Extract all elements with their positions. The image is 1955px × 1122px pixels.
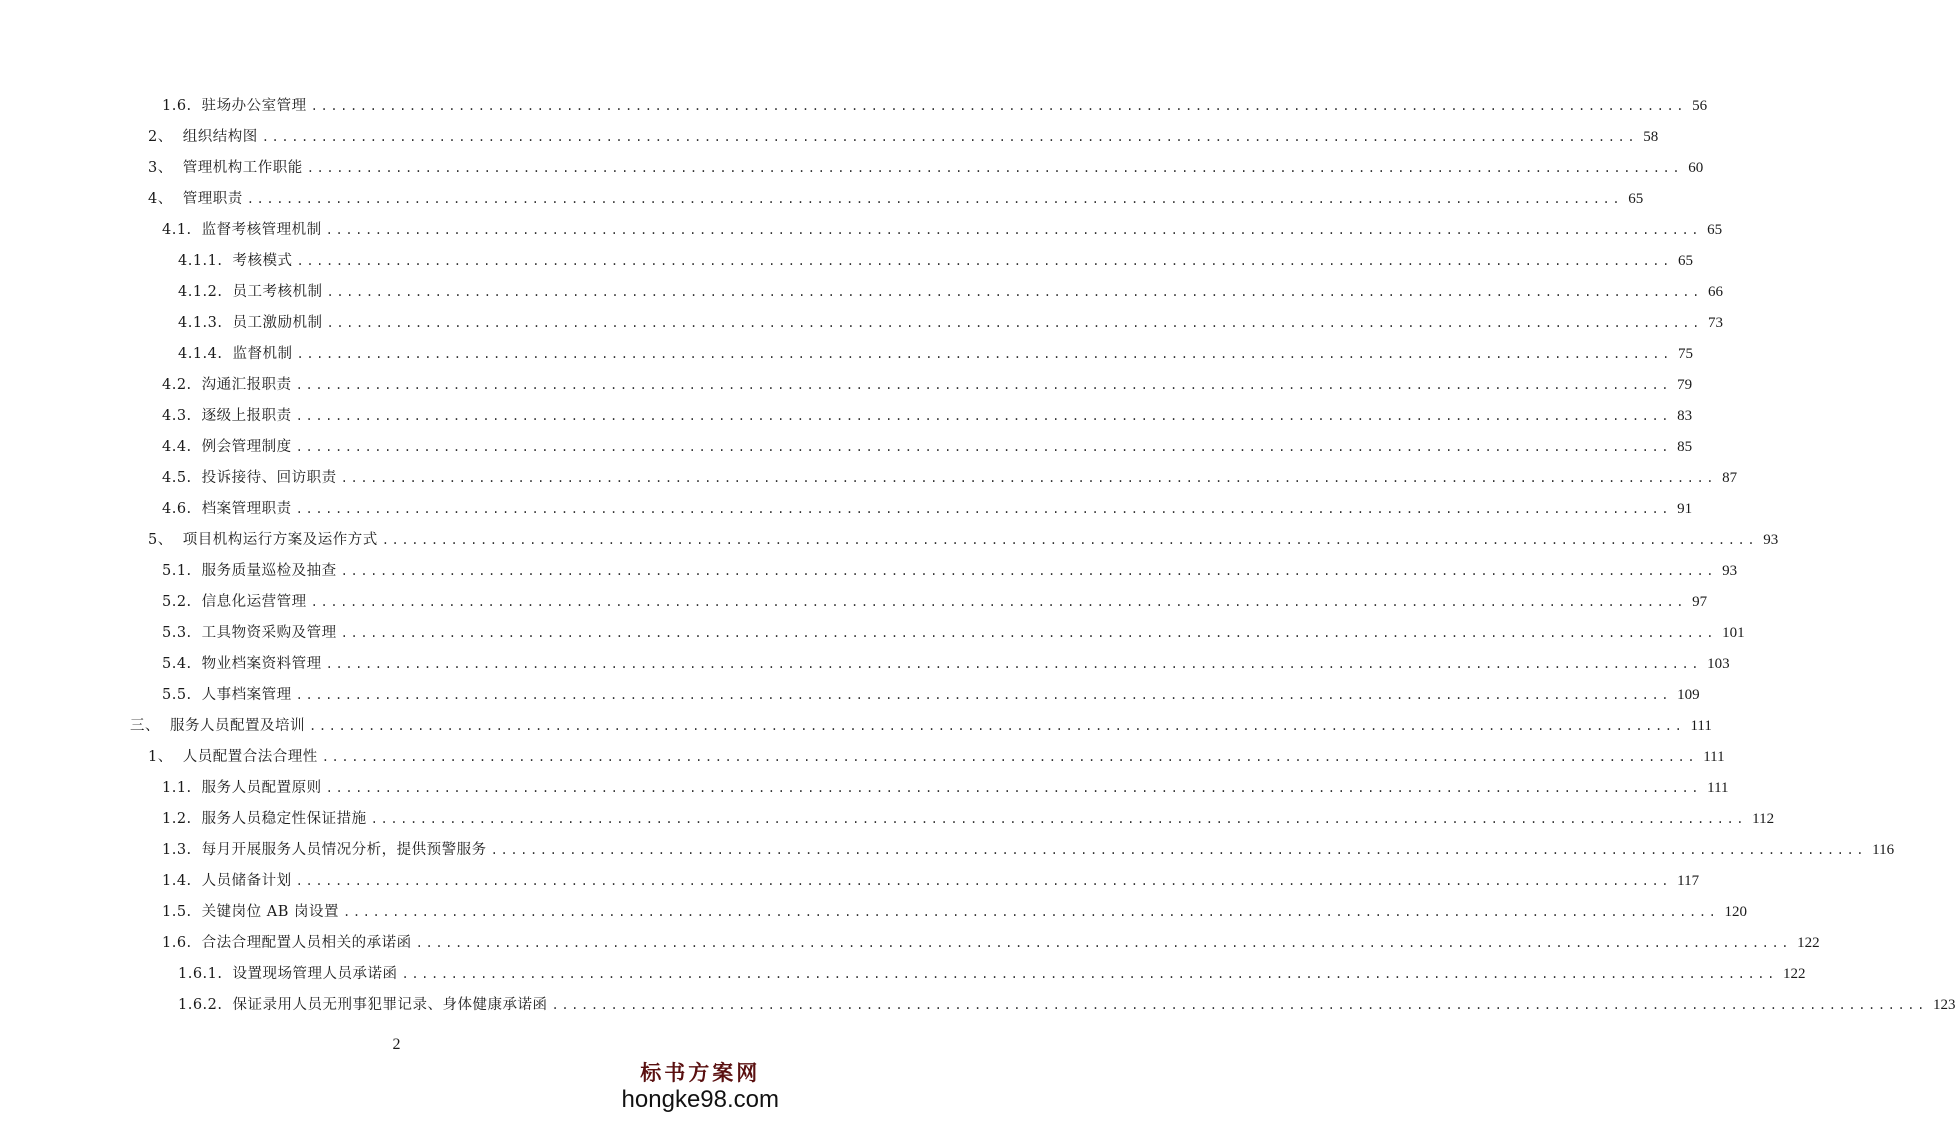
dot-leader: ............................................................................................................................................	[326, 285, 1702, 299]
toc-entry[interactable]	[148, 127, 1659, 147]
dot-leader: ............................................................................................................................................	[415, 936, 1792, 950]
dot-leader: ............................................................................................................................................	[551, 998, 1927, 1012]
toc-entry-number: 4.1.	[162, 222, 192, 238]
toc-entry-number: 4.1.1.	[178, 253, 223, 269]
dot-leader: ............................................................................................................................................	[325, 781, 1702, 795]
toc-entry[interactable]	[162, 871, 1700, 891]
dot-leader: ............................................................................................................................................	[401, 967, 1777, 981]
toc-entry-title: 项目机构运行方案及运作方式	[182, 532, 378, 548]
toc-entry[interactable]	[178, 313, 1723, 333]
toc-entry[interactable]	[148, 189, 1644, 209]
dot-leader: ............................................................................................................................................	[261, 130, 1638, 144]
toc-entry-page: 83	[1677, 408, 1693, 424]
toc-entry-number: 三、	[130, 718, 160, 734]
toc-entry[interactable]	[162, 375, 1693, 395]
dot-leader: ............................................................................................................................................	[295, 502, 1672, 516]
dot-leader: ............................................................................................................................................	[343, 905, 1719, 919]
dot-leader: ............................................................................................................................................	[295, 688, 1672, 702]
toc-entry[interactable]	[162, 499, 1693, 519]
toc-entry[interactable]	[178, 995, 1955, 1015]
dot-leader: ............................................................................................................................................	[295, 874, 1672, 888]
toc-entry-number: 1.1.	[162, 780, 192, 796]
toc-entry-page: 65	[1677, 253, 1693, 269]
toc-entry[interactable]	[162, 592, 1708, 612]
toc-entry-page: 101	[1722, 625, 1745, 641]
toc-entry[interactable]	[162, 902, 1747, 922]
dot-leader: ............................................................................................................................................	[326, 316, 1702, 330]
toc-entry-page: 120	[1724, 904, 1747, 920]
dot-leader: ............................................................................................................................................	[321, 750, 1698, 764]
toc-entry-page: 58	[1643, 129, 1659, 145]
toc-entry[interactable]	[162, 654, 1730, 674]
dot-leader: ............................................................................................................................................	[325, 657, 1702, 671]
toc-entry-page: 65	[1628, 191, 1644, 207]
toc-entry-number: 1、	[148, 749, 173, 765]
toc-entry[interactable]	[178, 282, 1723, 302]
toc-entry-title: 员工激励机制	[232, 315, 323, 331]
toc-entry-title: 人员储备计划	[201, 873, 292, 889]
dot-leader: ............................................................................................................................................	[295, 409, 1672, 423]
toc-entry-title: 监督机制	[232, 346, 293, 362]
toc-entry-title: 考核模式	[232, 253, 293, 269]
toc-entry-title: 设置现场管理人员承诺函	[232, 966, 398, 982]
dot-leader: ............................................................................................................................................	[296, 347, 1672, 361]
toc-entry[interactable]	[130, 716, 1712, 736]
toc-entry-title: 例会管理制度	[201, 439, 292, 455]
toc-entry-title: 管理职责	[182, 191, 243, 207]
toc-entry-page: 87	[1722, 470, 1738, 486]
toc-entry-page: 111	[1707, 780, 1729, 796]
toc-entry-page: 111	[1703, 749, 1725, 765]
toc-entry-page: 116	[1872, 842, 1895, 858]
toc-entry-page: 85	[1677, 439, 1693, 455]
toc-entry-page: 103	[1707, 656, 1730, 672]
dot-leader: ............................................................................................................................................	[340, 471, 1717, 485]
watermark-url-text: hongke98.com	[621, 1086, 779, 1113]
toc-entry-page: 93	[1763, 532, 1779, 548]
dot-leader: ............................................................................................................................................	[309, 719, 1685, 733]
toc-entry-page: 123	[1932, 997, 1955, 1013]
toc-entry-page: 112	[1752, 811, 1775, 827]
toc-entry-number: 4.3.	[162, 408, 192, 424]
watermark-logo	[622, 1060, 779, 1114]
watermark-chinese-text: 标书方案网	[640, 1060, 761, 1085]
toc-entry-title: 服务人员配置及培训	[170, 718, 305, 734]
toc-entry-number: 4.5.	[162, 470, 192, 486]
toc-entry[interactable]	[162, 623, 1745, 643]
dot-leader: ............................................................................................................................................	[370, 812, 1747, 826]
toc-entry-title: 管理机构工作职能	[182, 160, 303, 176]
toc-entry-title: 关键岗位 AB 岗设置	[201, 904, 340, 920]
toc-entry-number: 4.6.	[162, 501, 192, 517]
toc-entry-page: 75	[1677, 346, 1693, 362]
dot-leader: ............................................................................................................................................	[310, 595, 1687, 609]
toc-entry-number: 2、	[148, 129, 173, 145]
toc-entry-page: 117	[1677, 873, 1700, 889]
toc-entry-title: 组织结构图	[182, 129, 258, 145]
toc-entry-number: 4、	[148, 191, 173, 207]
toc-entry[interactable]	[148, 530, 1779, 550]
dot-leader: ............................................................................................................................................	[310, 99, 1687, 113]
toc-entry-number: 5.3.	[162, 625, 192, 641]
dot-leader: ............................................................................................................................................	[340, 626, 1717, 640]
toc-entry-page: 109	[1677, 687, 1700, 703]
toc-entry-title: 信息化运营管理	[201, 594, 307, 610]
toc-entry-title: 员工考核机制	[232, 284, 323, 300]
toc-entry-page: 60	[1688, 160, 1704, 176]
dot-leader: ............................................................................................................................................	[296, 254, 1672, 268]
toc-entry-title: 工具物资采购及管理	[201, 625, 337, 641]
toc-entry-page: 66	[1707, 284, 1723, 300]
toc-entry[interactable]	[148, 158, 1704, 178]
toc-entry-page: 91	[1677, 501, 1693, 517]
toc-entry-title: 沟通汇报职责	[201, 377, 292, 393]
toc-entry-number: 3、	[148, 160, 173, 176]
toc-entry-title: 驻场办公室管理	[201, 98, 307, 114]
toc-entry-title: 人事档案管理	[201, 687, 292, 703]
toc-entry-number: 5、	[148, 532, 173, 548]
toc-entry-page: 65	[1707, 222, 1723, 238]
toc-entry-number: 1.3.	[162, 842, 192, 858]
toc-entry[interactable]	[148, 747, 1725, 767]
toc-entry-number: 5.4.	[162, 656, 192, 672]
toc-entry-number: 1.6.	[162, 935, 192, 951]
toc-entry-title: 服务质量巡检及抽查	[201, 563, 337, 579]
dot-leader: ............................................................................................................................................	[295, 440, 1672, 454]
toc-entry-page: 97	[1692, 594, 1708, 610]
toc-entry[interactable]	[162, 840, 1895, 860]
toc-entry[interactable]	[162, 406, 1693, 426]
toc-entry-page: 111	[1690, 718, 1712, 734]
toc-entry-page: 73	[1707, 315, 1723, 331]
toc-entry-number: 5.2.	[162, 594, 192, 610]
toc-entry-title: 档案管理职责	[201, 501, 292, 517]
toc-entry-number: 4.1.2.	[178, 284, 223, 300]
toc-entry[interactable]	[162, 220, 1723, 240]
toc-entry[interactable]	[162, 437, 1693, 457]
toc-entry-number: 1.5.	[162, 904, 192, 920]
toc-entry-title: 服务人员稳定性保证措施	[201, 811, 367, 827]
toc-entry[interactable]	[162, 809, 1775, 829]
toc-entry-number: 1.6.	[162, 98, 192, 114]
toc-entry-title: 人员配置合法合理性	[182, 749, 318, 765]
toc-entry-title: 每月开展服务人员情况分析，提供预警服务	[201, 842, 487, 858]
toc-entry-number: 4.4.	[162, 439, 192, 455]
toc-entry-title: 投诉接待、回访职责	[201, 470, 337, 486]
dot-leader: ............................................................................................................................................	[325, 223, 1702, 237]
toc-entry[interactable]	[178, 964, 1806, 984]
dot-leader: ............................................................................................................................................	[306, 161, 1683, 175]
toc-entry-title: 物业档案资料管理	[201, 656, 322, 672]
toc-entry-title: 合法合理配置人员相关的承诺函	[201, 935, 412, 951]
dot-leader: ............................................................................................................................................	[381, 533, 1758, 547]
toc-entry-number: 5.5.	[162, 687, 192, 703]
toc-entry-number: 1.2.	[162, 811, 192, 827]
toc-entry[interactable]	[162, 778, 1729, 798]
toc-entry[interactable]	[178, 344, 1693, 364]
toc-entry[interactable]	[162, 933, 1820, 953]
dot-leader: ............................................................................................................................................	[246, 192, 1623, 206]
toc-entry[interactable]	[162, 561, 1738, 581]
toc-entry-number: 1.6.1.	[178, 966, 223, 982]
toc-entry-page: 122	[1797, 935, 1820, 951]
toc-entry-page: 122	[1782, 966, 1806, 982]
toc-entry-title: 逐级上报职责	[201, 408, 292, 424]
toc-entry-number: 4.2.	[162, 377, 192, 393]
toc-entry[interactable]	[162, 685, 1700, 705]
dot-leader: ............................................................................................................................................	[340, 564, 1717, 578]
toc-entry[interactable]	[162, 468, 1738, 488]
toc-entry[interactable]	[162, 96, 1708, 116]
toc-entry-number: 1.4.	[162, 873, 192, 889]
toc-entry-title: 监督考核管理机制	[201, 222, 322, 238]
toc-entry-number: 5.1.	[162, 563, 192, 579]
toc-entry[interactable]	[178, 251, 1693, 271]
toc-entry-page: 79	[1677, 377, 1693, 393]
toc-entry-page: 56	[1692, 98, 1708, 114]
toc-entry-title: 服务人员配置原则	[201, 780, 322, 796]
page-number: 2	[392, 1036, 401, 1053]
toc-entry-number: 1.6.2.	[178, 997, 223, 1013]
toc-entry-page: 93	[1722, 563, 1738, 579]
dot-leader: ............................................................................................................................................	[295, 378, 1672, 392]
toc-entry-title: 保证录用人员无刑事犯罪记录、身体健康承诺函	[232, 997, 548, 1013]
toc-entry-number: 4.1.3.	[178, 315, 223, 331]
dot-leader: ............................................................................................................................................	[490, 843, 1867, 857]
toc-entry-number: 4.1.4.	[178, 346, 223, 362]
